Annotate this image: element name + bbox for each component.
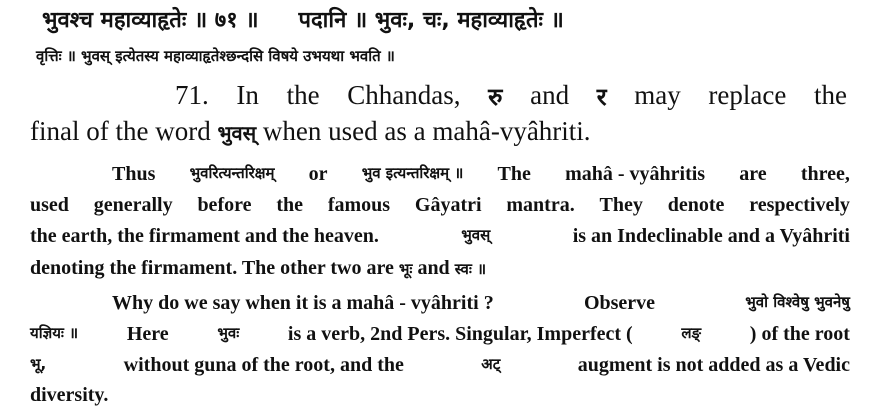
para2-line-4: diversity. [30,384,109,406]
para-word: or [308,163,328,185]
sutra-word: In [236,80,259,110]
para-text: ) of the root [749,323,850,345]
para1-line-4 [30,257,486,280]
para-text: the earth, the firmament and the heaven. [30,225,379,247]
para-text: is an Indeclinable and a Vyâhriti [572,225,850,247]
para2-line-2 [30,323,850,346]
sutra-heading [42,4,564,34]
para2-line-1 [112,292,850,315]
devanagari-lan: लङ् [681,324,702,342]
devanagari-example: भुवो विश्वेषु भुवनेषु [745,293,850,311]
devanagari-ra: र [596,83,607,111]
para-word: The [497,163,531,185]
devanagari-at: अट् [481,355,501,373]
para-word: are [739,163,767,185]
para1-line-3 [30,225,850,248]
sutra-number: 71. [175,80,209,110]
sutra-translation-line-2 [30,116,591,147]
para-word: used [30,194,69,216]
sutra-translation-line-1 [175,80,847,113]
para-word: before [197,194,252,216]
sutra-text: final of the word [30,116,211,146]
devanagari-bhuvas: भुवस् [217,121,257,145]
sutra-text: when used as a mahâ-vyâhriti. [262,116,591,146]
devanagari-svah: स्वः ॥ [454,260,487,278]
para2-line-3 [30,354,850,377]
padani: पदानि ॥ भुवः, चः, महाव्याहृतेः ॥ [298,8,564,33]
devanagari-yajniyah: यज्ञियः ॥ [30,324,79,342]
para-word: generally [93,194,173,216]
devanagari-bhuvah: भुवः [217,324,240,342]
devanagari-bhuh: भूः [398,260,413,278]
para-word: three, [800,163,850,185]
para-word: and [417,257,450,279]
sutra-word: the [814,80,847,110]
para-word: the [276,194,303,216]
para-word: respectively [749,194,850,216]
devanagari-bhuvas: भुवस् [461,226,491,244]
para-word: Here [126,323,169,345]
para-word: famous [327,194,391,216]
para1-line-1 [112,163,850,186]
para-text: Why do we say when it is a mahâ - vyâhriti ? [112,292,494,314]
sutra-word: and [530,80,570,110]
para-word: denote [667,194,725,216]
sutra-word: the [286,80,320,110]
para1-line-2 [30,194,850,217]
para-text: without guna of the root, and the [123,354,404,376]
sutra-word: replace [708,80,787,110]
para-text: denoting the firmament. The other two are [30,257,394,279]
para-word: Gâyatri [414,194,482,216]
devanagari-ru: रु [488,83,503,111]
vritti: वृत्तिः ॥ भुवस् इत्येतस्य महाव्याहृतेश्छन्दसि विषये उभयथा भवति ॥ [36,47,395,65]
para-text: augment is not added as a Vedic [577,354,850,376]
para-word: mantra. [506,194,575,216]
sutra-devanagari: भुवश्च महाव्याहृतेः ॥ ७१ ॥ [42,8,259,33]
para-word: Observe [583,292,656,314]
sutra-word: may [634,80,681,110]
devanagari-form: भुवरित्यन्तरिक्षम् [189,164,275,182]
para-text: is a verb, 2nd Pers. Singular, Imperfect ( [287,323,633,345]
devanagari-bhu: भू, [30,355,47,373]
para-word: mahâ - vyâhritis [565,163,706,185]
para-word: They [599,194,643,216]
sutra-word: Chhandas, [347,80,461,110]
para-word: Thus [112,163,156,185]
devanagari-form: भुव इत्यन्तरिक्षम् ॥ [361,164,464,182]
